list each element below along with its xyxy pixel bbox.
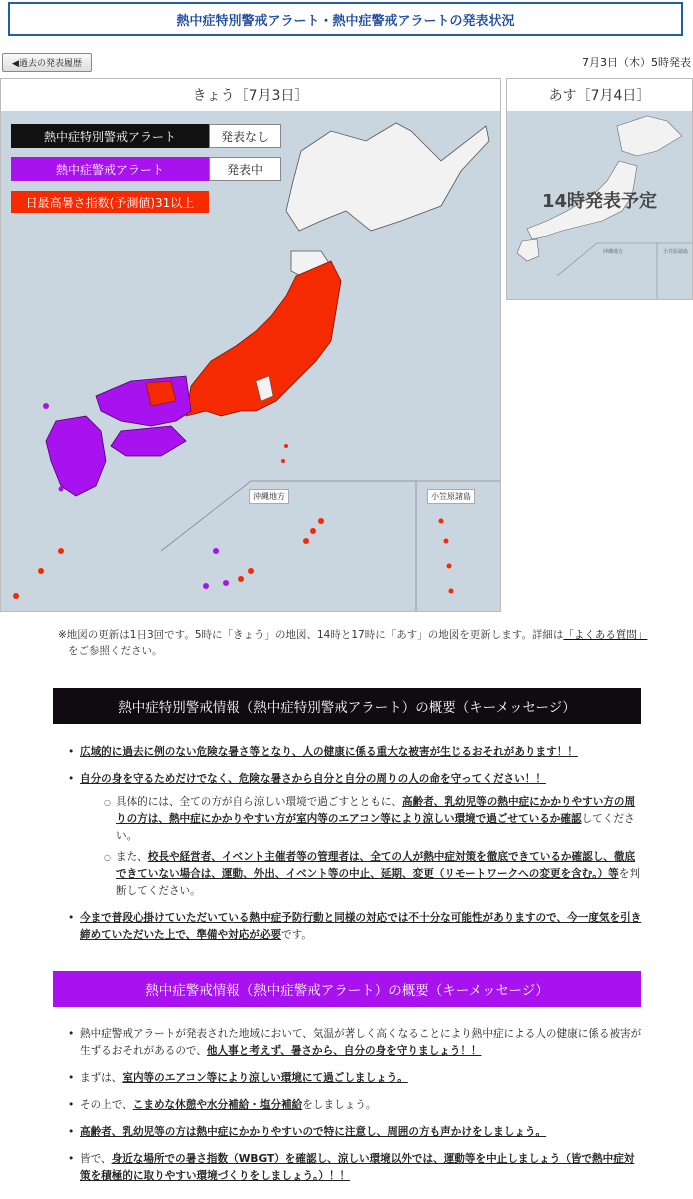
list-item: • 高齢者、乳幼児等の方は熱中症にかかりやすいので特に注意し、周囲の方も声かけをしましょう。 (68, 1124, 643, 1141)
list-item: ○ 具体的には、全ての方が自ら涼しい環境で過ごすとともに、高齢者、乳幼児等の熱中症にかかりやすい方の周りの方は、熱中症にかかりやすい方が室内等のエアコン等により涼しい環境で過ごせているか確認してください。 (104, 794, 643, 845)
tomorrow-map (507, 111, 692, 299)
list-item: • 自分の身を守るためだけでなく、危険な暑さから自分と自分の周りの人の命を守ってください！！ ○ 具体的には、全ての方が自ら涼しい環境で過ごすとともに、高齢者、乳幼児等の熱中症にかかりやすい方の周りの方は、熱中症にかかりやすい方が室内等のエアコン等により涼しい環境で過ごせているか確認してください。 ○ また、校長や経営者、イベント主催者等の管理者は、全ての人が熱中症対策を徹底できているか確認し、徹底できていない場合は、運動、外出、イベント等の中止、延期、変更（リモートワークへの変更を含む。）等を判断してください。 (68, 771, 643, 900)
warning-heading: 熱中症警戒情報（熱中症警戒アラート）の概要（キーメッセージ） (53, 971, 641, 1007)
legend-warning-value: 発表中 (209, 157, 281, 181)
note-tail: をご参照ください。 (68, 645, 163, 657)
inset-ogasawara-label: 小笠原諸島 (427, 489, 475, 504)
today-map (1, 111, 500, 611)
note-text: ※地図の更新は1日3回です。5時に「きょう」の地図、14時と17時に「あす」の地図を更新します。詳細は (58, 629, 564, 641)
japan-map-today (1, 111, 500, 611)
tomorrow-inset-ogasawara: 小笠原諸島 (663, 249, 689, 255)
list-item: • 熱中症警戒アラートが発表された地域において、気温が著しく高くなることにより熱中症による人の健康に係る被害が生ずるおそれがあるので、他人事と考えず、暑さから、自分の身を守りましょう！！ (68, 1026, 643, 1060)
legend-wbgt (11, 191, 209, 213)
page-title: 熱中症特別警戒アラート・熱中症警戒アラートの発表状況 (8, 2, 683, 36)
today-heading[interactable]: きょう［7月3日］ (1, 79, 500, 112)
update-note (58, 627, 688, 659)
legend-special (11, 124, 281, 148)
list-item: • 広域的に過去に例のない危険な暑さ等となり、人の健康に係る重大な被害が生じるおそれがあります！！ (68, 744, 643, 761)
legend-warning-label: 熱中症警戒アラート (11, 157, 209, 181)
tomorrow-heading[interactable]: あす［7月4日］ (507, 79, 692, 112)
list-item: ○ また、校長や経営者、イベント主催者等の管理者は、全ての人が熱中症対策を徹底できているか確認し、徹底できていない場合は、運動、外出、イベント等の中止、延期、変更（リモートワークへの変更を含む。）等を判断してください。 (104, 849, 643, 900)
tomorrow-inset-okinawa: 沖縄地方 (603, 249, 624, 255)
special-heading: 熱中症特別警戒情報（熱中症特別警戒アラート）の概要（キーメッセージ） (53, 688, 641, 724)
legend-wbgt-label: 日最高暑さ指数(予測値)31以上 (11, 191, 209, 213)
issued-time: 7月3日（木）5時発表 (582, 56, 691, 69)
special-list (68, 744, 643, 954)
faq-link[interactable]: 「よくある質問」 (563, 629, 648, 641)
today-map-panel (0, 78, 501, 612)
tomorrow-overlay: 14時発表予定 (541, 191, 658, 212)
legend-special-label: 熱中症特別警戒アラート (11, 124, 209, 148)
inset-okinawa-label: 沖縄地方 (249, 489, 289, 504)
list-item: • 今まで普段心掛けていただいている熱中症予防行動と同様の対応では不十分な可能性がありますので、今一度気を引き締めていただいた上で、準備や対応が必要です。 (68, 910, 643, 944)
list-item: • 皆で、身近な場所での暑さ指数（WBGT）を確認し、涼しい環境以外では、運動等を中止しましょう（皆で熱中症対策を積極的に取りやすい環境づくりをしましょう。）！！ (68, 1151, 643, 1185)
legend-special-value: 発表なし (209, 124, 281, 148)
list-item: • まずは、室内等のエアコン等により涼しい環境にて過ごしましょう。 (68, 1070, 643, 1087)
tomorrow-map-panel (506, 78, 693, 300)
warning-list (68, 1026, 643, 1195)
list-item: • その上で、こまめな休憩や水分補給・塩分補給をしましょう。 (68, 1097, 643, 1114)
history-button[interactable]: ◀過去の発表履歴 (2, 53, 92, 72)
legend-warning (11, 157, 281, 181)
